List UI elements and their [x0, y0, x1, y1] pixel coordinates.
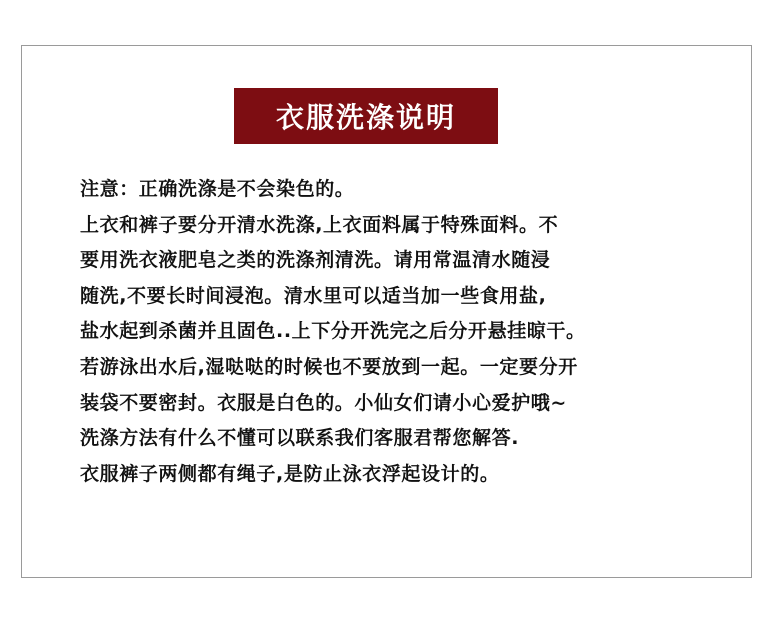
text-line: 衣服裤子两侧都有绳子,是防止泳衣浮起设计的。: [80, 462, 500, 485]
text-line: 装袋不要密封。衣服是白色的。小仙女们请小心爱护哦~: [80, 391, 567, 414]
instructions-text: [80, 172, 720, 492]
text-line: 要用洗衣液肥皂之类的洗涤剂清洗。请用常温清水随浸: [80, 249, 551, 272]
text-line: 注意：正确洗涤是不会染色的。: [80, 178, 355, 200]
text-line: 上衣和裤子要分开清水洗涤,上衣面料属于特殊面料。不: [80, 213, 559, 236]
text-line: 随洗,不要长时间浸泡。清水里可以适当加一些食用盐,: [80, 284, 547, 307]
text-line: 盐水起到杀菌并且固色..上下分开洗完之后分开悬挂晾干。: [80, 320, 586, 343]
text-line: 若游泳出水后,湿哒哒的时候也不要放到一起。一定要分开: [80, 355, 578, 378]
page-title: 衣服洗涤说明: [234, 88, 498, 144]
text-line: 洗涤方法有什么不懂可以联系我们客服君帮您解答.: [80, 427, 520, 450]
